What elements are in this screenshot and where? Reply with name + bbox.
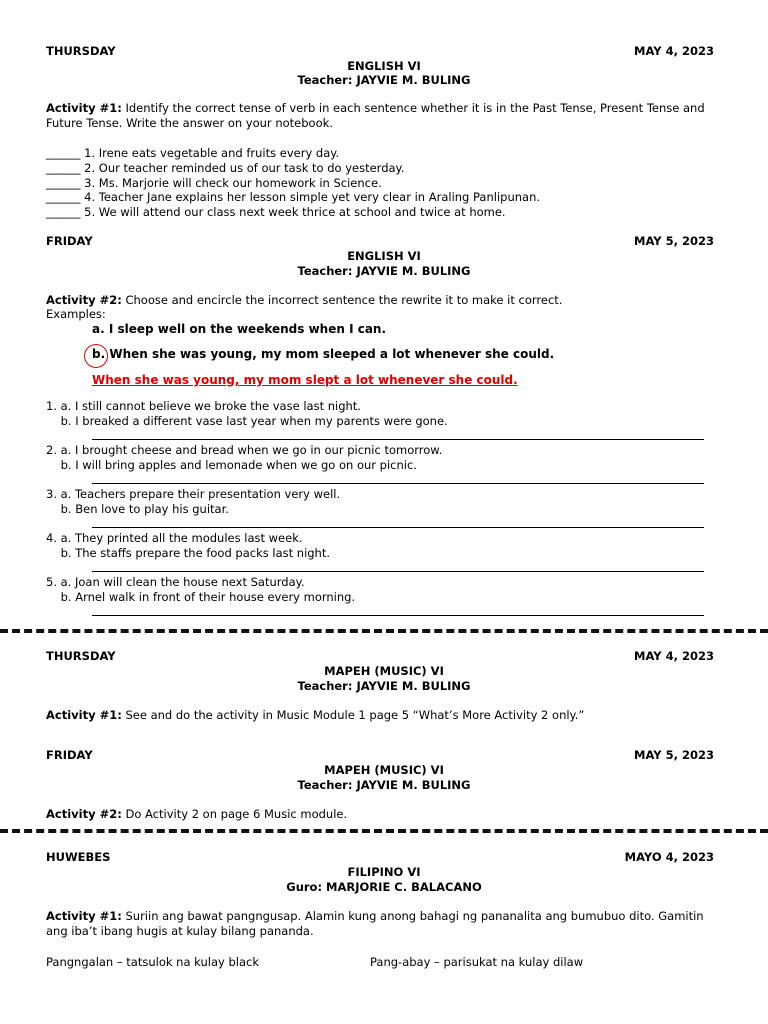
teacher-name: Teacher: JAYVIE M. BULING [297, 778, 471, 792]
list-item: 2. a. I brought cheese and bread when we go in our picnic tomorrow. [46, 443, 443, 457]
activity-instructions [46, 807, 347, 821]
legend-item: Pang-abay – parisukat na kulay dilaw [370, 955, 584, 969]
corrected-sentence: When she was young, my mom slept a lot whenever she could. [92, 373, 518, 387]
teacher-name: Teacher: JAYVIE M. BULING [297, 73, 471, 87]
answer-line [92, 571, 704, 572]
examples-label: Examples: [46, 307, 106, 321]
subject-title: FILIPINO VI [347, 865, 421, 879]
section-divider [0, 629, 768, 633]
answer-line [92, 615, 704, 616]
day-label: FRIDAY [46, 234, 93, 248]
date-label: MAYO 4, 2023 [624, 850, 714, 864]
day-label: THURSDAY [46, 649, 116, 663]
list-item: b. I will bring apples and lemonade when we go on our picnic. [46, 458, 417, 472]
date-label: MAY 5, 2023 [634, 748, 714, 762]
activity-text: Suriin ang bawat pangngusap. Alamin kung anong bahagi ng pananalita ang bumubuo dito. Gamitin ang iba’t ibang hugis at kulay bilang pananda. [46, 909, 704, 938]
list-item: ______ 1. Irene eats vegetable and fruits every day. [46, 146, 340, 160]
subject-title: ENGLISH VI [347, 59, 421, 73]
section-divider [0, 829, 768, 833]
activity-text: Identify the correct tense of verb in each sentence whether it is in the Past Tense, Present Tense and Future Tense. Write the answer on your notebook. [46, 101, 705, 130]
list-item: b. The staffs prepare the food packs last night. [46, 546, 331, 560]
activity-instructions [46, 909, 716, 939]
list-item: b. Ben love to play his guitar. [46, 502, 229, 516]
list-item: b. Arnel walk in front of their house every morning. [46, 590, 356, 604]
list-item: ______ 2. Our teacher reminded us of our task to do yesterday. [46, 161, 405, 175]
list-item: 3. a. Teachers prepare their presentation very well. [46, 487, 341, 501]
activity-text: See and do the activity in Music Module 1 page 5 “What’s More Activity 2 only.” [125, 708, 585, 722]
activity-label: Activity #1: [46, 708, 122, 722]
activity-instructions [46, 101, 716, 131]
teacher-name: Guro: MARJORIE C. BALACANO [286, 880, 482, 894]
activity-text: Do Activity 2 on page 6 Music module. [125, 807, 348, 821]
list-item: ______ 5. We will attend our class next week thrice at school and twice at home. [46, 205, 506, 219]
answer-line [92, 439, 704, 440]
subject-title: ENGLISH VI [347, 249, 421, 263]
activity-label: Activity #2: [46, 293, 122, 307]
list-item: b. I breaked a different vase last year when my parents were gone. [46, 414, 448, 428]
list-item: ______ 4. Teacher Jane explains her lesson simple yet very clear in Araling Panlipunan. [46, 190, 541, 204]
activity-instructions [46, 293, 562, 307]
list-item: 5. a. Joan will clean the house next Saturday. [46, 575, 305, 589]
teacher-name: Teacher: JAYVIE M. BULING [297, 679, 471, 693]
day-label: HUWEBES [46, 850, 111, 864]
activity-label: Activity #1: [46, 101, 122, 115]
subject-title: MAPEH (MUSIC) VI [324, 763, 444, 777]
answer-line [92, 483, 704, 484]
date-label: MAY 4, 2023 [634, 649, 714, 663]
subject-title: MAPEH (MUSIC) VI [324, 664, 444, 678]
teacher-name: Teacher: JAYVIE M. BULING [297, 264, 471, 278]
legend-item: Pangngalan – tatsulok na kulay black [46, 955, 259, 969]
list-item: ______ 3. Ms. Marjorie will check our homework in Science. [46, 176, 382, 190]
list-item: 1. a. I still cannot believe we broke the vase last night. [46, 399, 361, 413]
activity-label: Activity #1: [46, 909, 122, 923]
activity-text: Choose and encircle the incorrect sentence the rewrite it to make it correct. [125, 293, 563, 307]
date-label: MAY 5, 2023 [634, 234, 714, 248]
activity-instructions [46, 708, 584, 722]
answer-line [92, 527, 704, 528]
example-sentence: b. When she was young, my mom sleeped a lot whenever she could. [92, 347, 555, 361]
list-item: 4. a. They printed all the modules last week. [46, 531, 303, 545]
day-label: FRIDAY [46, 748, 93, 762]
activity-label: Activity #2: [46, 807, 122, 821]
date-label: MAY 4, 2023 [634, 44, 714, 58]
day-label: THURSDAY [46, 44, 116, 58]
example-sentence: a. I sleep well on the weekends when I can. [92, 322, 387, 336]
